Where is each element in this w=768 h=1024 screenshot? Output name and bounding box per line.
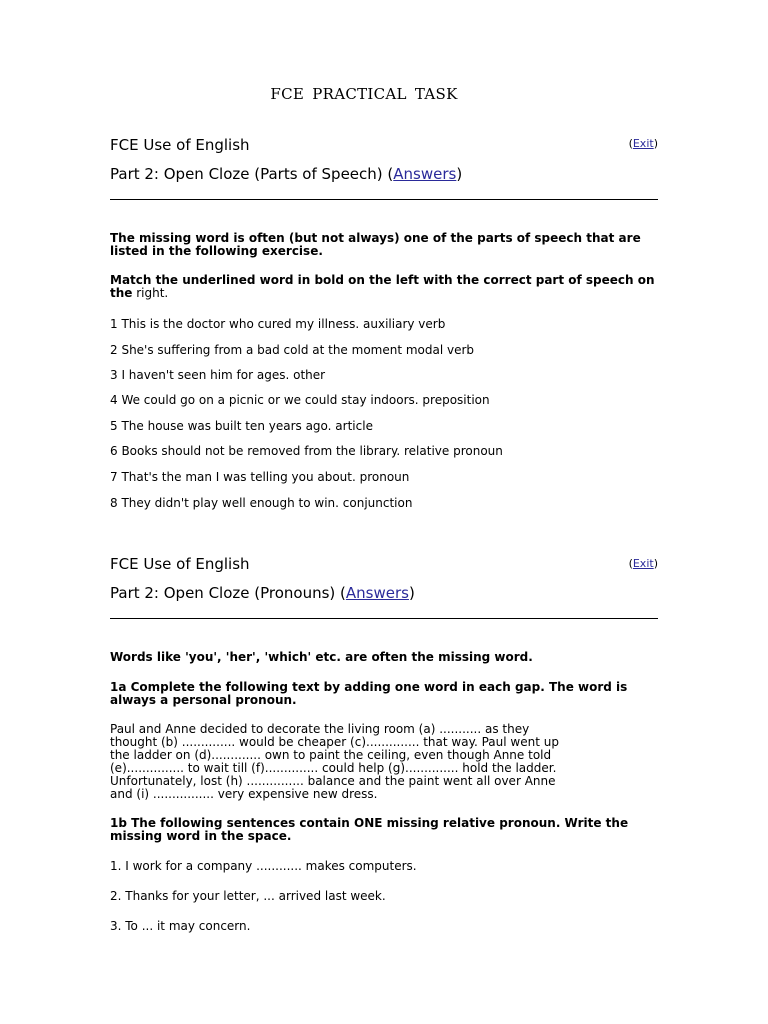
section2-exit (629, 557, 658, 570)
section1-item: 6 Books should not be removed from the library. relative pronoun (110, 444, 503, 458)
section1-instruction (110, 274, 658, 300)
document-title: FCE PRACTICAL TASK (270, 85, 458, 103)
section2-divider (110, 618, 658, 619)
task-1b-instruction: 1b The following sentences contain ONE missing relative pronoun. Write the missing word in the space. (110, 816, 629, 843)
task-1a-instruction: 1a Complete the following text by adding one word in each gap. The word is always a personal pronoun. (110, 680, 628, 707)
section1-item: 8 They didn't play well enough to win. conjunction (110, 496, 413, 510)
section1-answers-link[interactable]: Answers (393, 165, 457, 183)
section2-part-title (110, 584, 415, 602)
section1-item: 3 I haven't seen him for ages. other (110, 368, 326, 382)
task-1a-text: Paul and Anne decided to decorate the living room (a) ........... as they thought (b) .............. would be cheaper (c).............. that way. Paul went up the ladder on (d)............. own to paint the ceiling, even though Anne told (e)............... to wait till (f).............. could help (g).............. hold the ladder. Unfortunately, lost (h) ............... balance and the paint went all over Anne and (i) ................ very expensive new dress. (110, 722, 559, 801)
part-title-text: Part 2: Open Cloze (Parts of Speech) ( (110, 165, 394, 183)
section1-item: 4 We could go on a picnic or we could stay indoors. preposition (110, 393, 490, 407)
part-title-close: ) (456, 165, 463, 183)
part-title-text: Part 2: Open Cloze (Pronouns) ( (110, 584, 346, 602)
section2-heading: FCE Use of English (110, 555, 250, 573)
section2-item: 3. To ... it may concern. (110, 919, 251, 933)
section1-item: 5 The house was built ten years ago. article (110, 419, 373, 433)
section1-divider (110, 199, 658, 200)
section1-part-title (110, 165, 462, 183)
section1-exit (629, 137, 658, 150)
section2-answers-link[interactable]: Answers (345, 584, 409, 602)
exit-close-paren: ) (653, 557, 658, 570)
section1-item: 1 This is the doctor who cured my illness. auxiliary verb (110, 317, 446, 331)
instruction-tail: right. (132, 286, 169, 300)
section1-exit-link[interactable]: Exit (632, 137, 654, 150)
section1-heading: FCE Use of English (110, 136, 250, 154)
section2-intro: Words like 'you', 'her', 'which' etc. are often the missing word. (110, 650, 533, 664)
section2-exit-link[interactable]: Exit (632, 557, 654, 570)
exit-close-paren: ) (653, 137, 658, 150)
exit-open-paren: ( (628, 137, 633, 150)
section1-item: 7 That's the man I was telling you about. pronoun (110, 470, 410, 484)
section1-intro: The missing word is often (but not always) one of the parts of speech that are listed in the following exercise. (110, 231, 641, 258)
section2-item: 2. Thanks for your letter, ... arrived last week. (110, 889, 386, 903)
section1-item: 2 She's suffering from a bad cold at the moment modal verb (110, 343, 475, 357)
instruction-bold: Match the underlined word in bold on the left with the correct part of speech on the (110, 273, 655, 300)
section2-item: 1. I work for a company ............ makes computers. (110, 859, 417, 873)
exit-open-paren: ( (628, 557, 633, 570)
part-title-close: ) (408, 584, 415, 602)
